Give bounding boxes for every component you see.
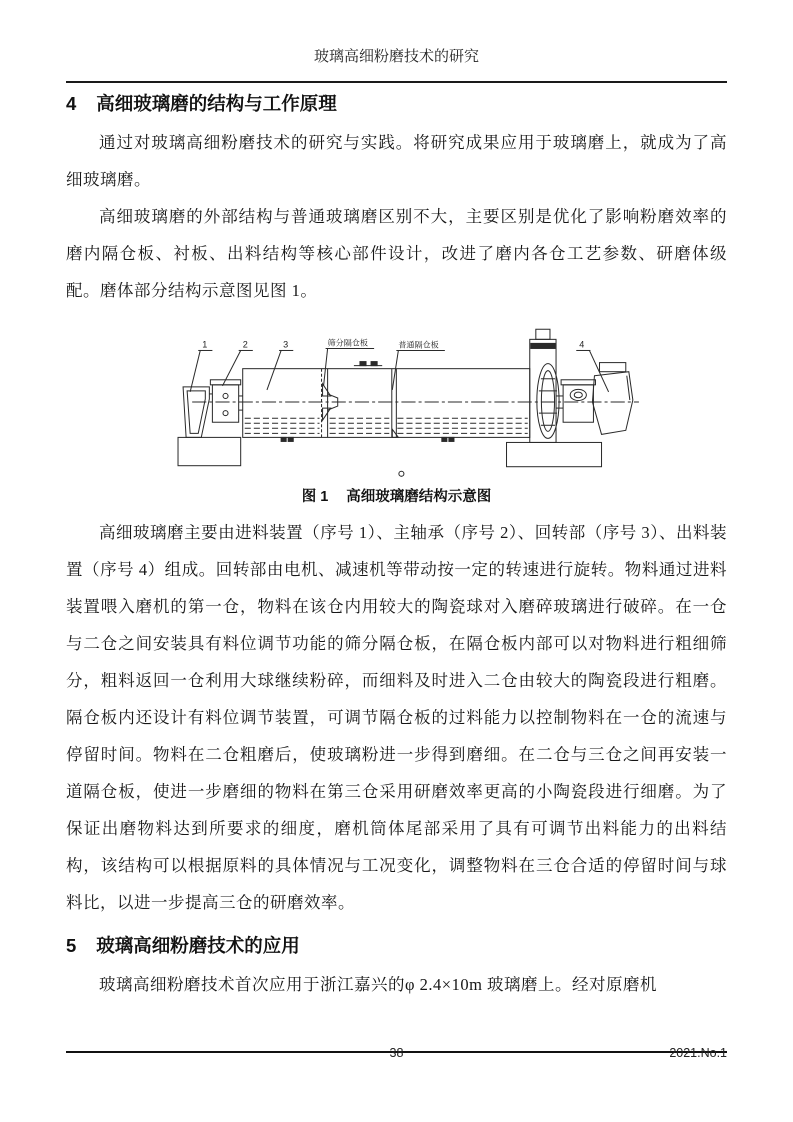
section-4-paragraph-3: 高细玻璃磨主要由进料装置（序号 1）、主轴承（序号 2）、回转部（序号 3）、出料装置（序号 4）组成。回转部由电机、减速机等带动按一定的转速进行旋转。物料通过进料装置喂入磨机的第一仓，物料在该仓内用较大的陶瓷球对入磨碎玻璃进行破碎。在一仓与二仓之间安装具有料位调节功能的筛分隔仓板，在隔仓板内部可以对物料进行粗细筛分，粗料返回一仓利用大球继续粉碎，而细料及时进入二仓由较大的陶瓷段进行粗磨。隔仓板内还设计有料位调节装置，可调节隔仓板的过料能力以控制物料在一仓的流速与停留时间。物料在二仓粗磨后，使玻璃粉进一步得到磨细。在二仓与三仓之间再安装一道隔仓板，使进一步磨细的物料在第三仓采用研磨效率更高的小陶瓷段进行细磨。为了保证出磨物料达到所要求的细度，磨机筒体尾部采用了具有可调节出料能力的出料结构，该结构可以根据原料的具体情况与工况变化，调整物料在三仓合适的停留时间与球料比，以进一步提高三仓的研磨效率。 <box>66 523 728 912</box>
text-column <box>66 46 727 1003</box>
footer-page-number: 38 <box>389 1046 404 1060</box>
page-footer <box>66 1046 727 1064</box>
section-5-heading <box>66 933 727 959</box>
part-label-2: 2 <box>242 339 248 350</box>
section-4-paragraph-1: 通过对玻璃高细粉磨技术的研究与实践。将研究成果应用于玻璃磨上，就成为了高细玻璃磨。 <box>66 133 727 189</box>
right-base <box>507 442 602 466</box>
mill-shell <box>243 369 530 438</box>
discharge-device-lid <box>600 363 626 372</box>
outlet-bearing <box>563 385 593 422</box>
left-base <box>178 437 241 465</box>
ordinary-partition-label: 普通隔仓板 <box>398 340 439 350</box>
running-header-title: 玻璃高细粉磨技术的研究 <box>313 49 479 65</box>
figure-1-caption-title: 高细玻璃磨结构示意图 <box>346 489 492 505</box>
section-4-paragraph-2: 高细玻璃磨的外部结构与普通玻璃磨区别不大，主要区别是优化了影响粉磨效率的磨内隔仓板、衬板、出料结构等核心部件设计，改进了磨内各仓工艺参数、研磨体级配。磨体部分结构示意图见图 1。 <box>66 207 727 300</box>
discharge-device <box>592 372 632 435</box>
figure-1 <box>66 323 727 510</box>
figure-1-caption <box>66 484 727 510</box>
mill-structure-diagram <box>176 323 646 477</box>
section-5-paragraph-1: 玻璃高细粉磨技术首次应用于浙江嘉兴的φ 2.4×10m 玻璃磨上。经对原磨机 <box>99 975 658 994</box>
sieve-partition-label: 筛分隔仓板 <box>327 338 369 348</box>
header-rule <box>66 81 727 83</box>
part-label-4: 4 <box>579 339 585 350</box>
main-bearing <box>212 385 238 422</box>
figure-1-drawing <box>176 323 646 482</box>
section-4-number: 4 <box>66 93 77 114</box>
figure-1-caption-label: 图 1 <box>301 489 329 505</box>
section-4-title: 高细玻璃磨的结构与工作原理 <box>96 93 337 114</box>
section-5-title: 玻璃高细粉磨技术的应用 <box>96 935 300 956</box>
shell-bolts <box>281 437 454 441</box>
part-label-1: 1 <box>202 339 208 350</box>
leader-lines <box>190 348 608 391</box>
outlet-bearing-cap <box>561 380 595 385</box>
footer-issue-label: 2021.No.1 <box>669 1046 727 1060</box>
grinding-media-hatch <box>245 418 528 433</box>
section-5-number: 5 <box>66 935 77 956</box>
figure-footnote-mark <box>399 471 404 476</box>
part-label-3: 3 <box>283 339 289 350</box>
section-4-heading <box>66 91 727 117</box>
